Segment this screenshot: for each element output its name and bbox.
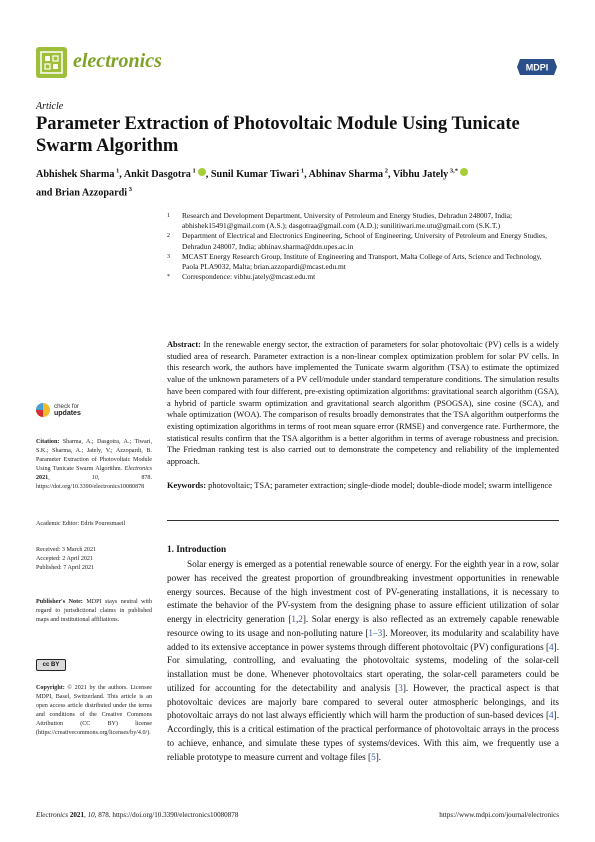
introduction-paragraph: Solar energy is emerged as a potential renewable source of energy. For the eighth year in a row, solar power has received the greatest proportion of groundbreaking investment opportunities in renewable energy sources. Because of the high investment cost of PV-generating installations, it is necessary to estimate the behavior of the PV-system from the designing phase to assure efficient utilization of solar energy in electricity generation [1,2]. Solar energy is also reflected as an extremely capable renewable resource owing to its usage and non-polluting nature [1–3]. Moreover, its modularity and scalability have added to its extensive acceptance in power systems through different photovoltaic (PV) configurations [4]. For simulating, controlling, and evaluating the photovoltaic systems, modeling of the solar-cell installation must be done. Whenever photovoltaics start operating, the solar-cell parameters could be utilized for accounting for the detectability and analysis [3]. However, the practical aspect is that photovoltaic devices are majorly bare compared to several outer atmospheric belongings, and its photovoltaic arrays do not last always efficiently which will harm the production of sun-based devices [4]. Accordingly, this is a critical estimation of the practical performance of photovoltaic arrays in the process to achieve, enhance, and simulate these types of systems/devices. With this aim, we frequently use a reliable prototype to measure current and voltage files [5]. (167, 559, 560, 762)
reference-link[interactable]: 3 (398, 682, 403, 693)
author-line2: and Brian Azzopardi (36, 187, 128, 199)
reference-link[interactable]: 5 (371, 751, 376, 762)
paper-title: Parameter Extraction of Photovoltaic Module Using Tunicate Swarm Algorithm (36, 114, 520, 156)
section-heading-introduction: 1. Introduction (167, 544, 227, 554)
keywords-label: Keywords: (167, 481, 207, 490)
citation: Citation: Sharma, A.; Dasgotra, A.; Tiwari, S.K.; Sharma, A.; Jately, V.; Azzopardi, B. Parameter Extraction of Photovoltaic Module Using Tunicate Swarm Algorithm. Electronics 2021, 10, 878. https://doi.org/10.3390/electronics10080878 (36, 439, 152, 491)
author-name: Abhishek Sharma (36, 169, 115, 181)
footer-journal-link[interactable]: https://www.mdpi.com/journal/electronics (439, 811, 559, 819)
author-list: Abhishek Sharma $^1$, Ankit Dasgotra $^1$ , Sunil Kumar Tiwari $^1$, Abhinav Sharma $^2$, Vibhu Jately $^{3,*}$ and Brian Azzopardi $^3$ (36, 164, 556, 201)
author-affiliation-sup: 2 (383, 168, 388, 175)
page-footer (36, 811, 559, 819)
mdpi-logo-text: MDPI (525, 62, 549, 73)
journal-name[interactable]: electronics (73, 50, 162, 72)
footer-doi-link[interactable]: , 878. https://doi.org/10.3390/electronics10080878 (94, 811, 239, 819)
reference-link[interactable]: 4 (549, 641, 554, 652)
author-affiliation-sup: 1 (299, 168, 305, 175)
academic-editor: Academic Editor: Edris Pouresmaeil (36, 521, 126, 527)
affiliations (167, 211, 557, 282)
journal-logo-icon (36, 47, 67, 78)
publication-dates (36, 546, 152, 573)
footer-citation: Electronics 2021, 10, 878. https://doi.org/10.3390/electronics10080878 (36, 811, 239, 819)
orcid-icon[interactable] (198, 168, 206, 176)
author-line2-sup: 3 (127, 186, 133, 194)
reference-link[interactable]: 2 (298, 614, 303, 624)
cc-by-license-icon[interactable]: cc BY (36, 659, 66, 671)
keywords (167, 480, 559, 492)
publishers-note: Publisher's Note: MDPI stays neutral with regard to jurisdictional claims in published maps and institutional affiliations. (36, 599, 152, 624)
author-name: Abhinav Sharma (308, 169, 384, 181)
affiliation-1: 1 Research and Development Department, University of Petroleum and Energy Studies, Dehradun 248007, India; abhishek15491@gmail.com (A.S.); dasgotraa@gmail.com (A.D.); sunilitiwari.me.utu@gmail.com (S.K.T.) (167, 211, 513, 231)
abstract (167, 339, 559, 468)
keywords-text: photovoltaic; TSA; parameter extraction; single-diode model; double-diode model; swarm intelligence (206, 481, 552, 490)
citation-doi-link[interactable]: , 878. https://doi.org/10.3390/electronics10080878 (36, 475, 152, 491)
affiliation-2: 2 Department of Electrical and Electronics Engineering, School of Engineering, University of Petroleum and Energy Studies, Dehradun 248007, India; abhinav.sharma@ddn.upes.ac.in (167, 231, 547, 251)
author-affiliation-sup: 1 (114, 168, 120, 175)
author-name: Sunil Kumar Tiwari (210, 169, 300, 181)
copyright: Copyright: © 2021 by the authors. Licensee MDPI, Basel, Switzerland. This article is an open access article distributed under the terms and conditions of the Creative Commons Attribution (CC BY) license (https://creativecommons.org/licenses/by/4.0/). (36, 685, 152, 737)
orcid-icon[interactable] (460, 168, 468, 176)
check-for-updates-button[interactable]: check for updates (36, 403, 81, 417)
reference-link[interactable]: 1 (291, 614, 296, 624)
divider (167, 520, 559, 521)
correspondence: * Correspondence: vibhu.jately@mcast.edu.mt (167, 272, 316, 282)
author-name: Ankit Dasgotra (123, 169, 191, 181)
abstract-label: Abstract: (167, 340, 201, 349)
received-date: Received: 3 March 2021 (36, 547, 97, 553)
reference-link[interactable]: 1–3 (368, 627, 383, 638)
affiliation-3: 3 MCAST Energy Research Group, Institute of Engineering and Transport, Malta College of Arts, Science and Technology, Paola PLA9032, Malta; brian.azzopardi@mcast.edu.mt (167, 251, 542, 272)
abstract-text: In the renewable energy sector, the extraction of parameters for solar photovoltaic (PV) cells is a widely studied area of research. Parameter extraction is a non-linear complex optimization problem for solar PV cells. In this research work, the authors have implemented the Tunicate swarm algorithm (TSA) to estimate the optimized value of the unknown parameters of a PV cell/module under standard temperature conditions. The simulation results have been compared with four different, pre-existing optimization algorithms: gravitational search algorithm (GSA), a hybrid of particle swarm optimization and gravitational search algorithm (PSOGSA), sine cosine (SCA), and whale optimization (WOA). The comparison of results broadly demonstrates that the TSA algorithm outperforms the existing optimization algorithms in terms of root mean square error (RMSE) and convergence rate. Furthermore, the statistical results confirm that the TSA algorithm is a better algorithm in terms of average robustness and precision. The Friedman ranking test is also carried out to demonstrate the competency and reliability of the implemented approach. (167, 340, 559, 467)
mdpi-logo-icon[interactable] (516, 57, 558, 77)
check-updates-icon (36, 403, 50, 417)
article-type: Article (36, 101, 64, 112)
author-affiliation-sup: 1 (190, 168, 196, 175)
published-date: Published: 7 April 2021 (36, 565, 95, 572)
author-name: Vibhu Jately (392, 169, 449, 181)
author-affiliation-sup: 3,* (448, 168, 458, 175)
accepted-date: Accepted: 2 April 2021 (36, 556, 94, 563)
reference-link[interactable]: 4 (549, 710, 554, 721)
